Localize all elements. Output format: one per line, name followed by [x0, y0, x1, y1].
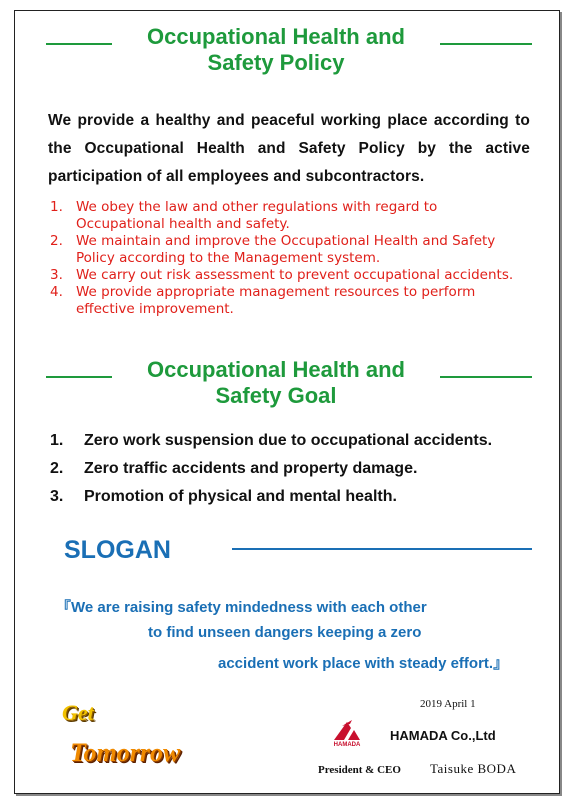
goal-title-line1: Occupational Health and [147, 357, 405, 382]
policy-title-right-rule [440, 43, 532, 45]
goal-title-line2: Safety Goal [215, 383, 337, 408]
goal-item-1: 1. Zero work suspension due to occupational accidents. [50, 432, 493, 449]
slogan-rule [232, 548, 532, 550]
slogan-line-2: to find unseen dangers keeping a zero [148, 624, 422, 641]
policy-intro: We provide a healthy and peaceful working place according to the Occupational Health and Safety Policy by the active participation of all employees and subcontractors. [48, 112, 530, 185]
goal-title [120, 357, 432, 409]
ceo-position: President & CEO [318, 764, 401, 776]
goal-item-3: 3. Promotion of physical and mental health. [50, 488, 397, 505]
policy-title-left-rule [46, 43, 112, 45]
hamada-logo [330, 718, 364, 752]
slogan-heading: SLOGAN [64, 536, 171, 564]
document-date: 2019 April 1 [420, 698, 476, 710]
slogan-line-1: 『We are raising safety mindedness with each other [56, 599, 427, 616]
goal-title-left-rule [46, 376, 112, 378]
slogan-line-3: accident work place with steady effort.』 [218, 655, 509, 672]
goal-item-2: 2. Zero traffic accidents and property damage. [50, 460, 418, 477]
ceo-name: Taisuke BODA [430, 761, 517, 776]
policy-title [120, 24, 432, 76]
hamada-logo-icon [330, 718, 364, 742]
goal-list [50, 427, 530, 511]
policy-title-line1: Occupational Health and [147, 24, 405, 49]
get-wordart: Get [62, 700, 94, 725]
goal-title-right-rule [440, 376, 532, 378]
policy-item-4: 4. We provide appropriate management resources to perform effective improvement. [50, 284, 476, 317]
policy-item-2: 2. We maintain and improve the Occupational Health and Safety Policy according to the Management system. [50, 233, 496, 266]
company-name: HAMADA Co.,Ltd [390, 728, 496, 743]
policy-item-3: 3. We carry out risk assessment to prevent occupational accidents. [50, 267, 514, 283]
logo-text: HAMADA [333, 742, 361, 748]
policy-list [50, 199, 520, 318]
tomorrow-wordart: Tomorrow [70, 738, 181, 767]
policy-item-1: 1. We obey the law and other regulations with regard to Occupational health and safety. [50, 199, 438, 232]
policy-title-line2: Safety Policy [207, 50, 345, 75]
